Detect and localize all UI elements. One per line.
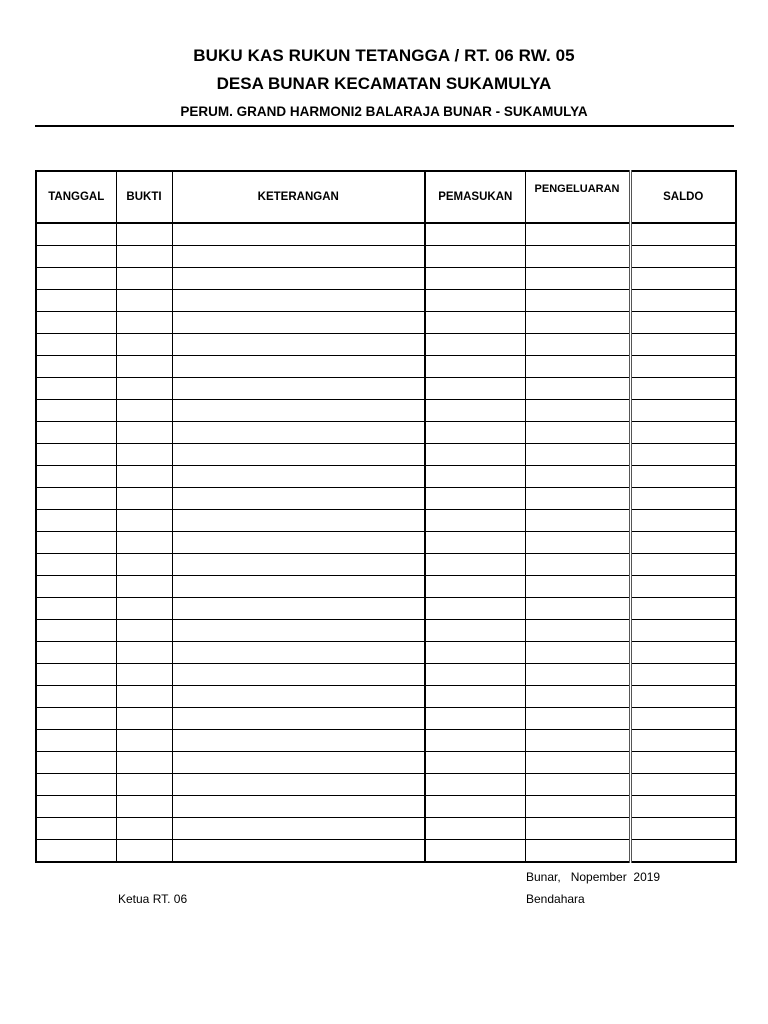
table-row — [36, 708, 736, 730]
cell-pengeluaran — [525, 378, 630, 400]
cell-keterangan — [172, 510, 425, 532]
cell-tanggal — [36, 730, 116, 752]
cell-tanggal — [36, 818, 116, 840]
cell-saldo — [630, 400, 736, 422]
cell-pemasukan — [425, 598, 525, 620]
cell-tanggal — [36, 466, 116, 488]
cell-keterangan — [172, 730, 425, 752]
table-row — [36, 223, 736, 246]
cash-ledger-table — [35, 170, 737, 863]
cell-pengeluaran — [525, 444, 630, 466]
cell-pengeluaran — [525, 796, 630, 818]
cell-keterangan — [172, 312, 425, 334]
cell-tanggal — [36, 290, 116, 312]
cell-tanggal — [36, 334, 116, 356]
cell-tanggal — [36, 642, 116, 664]
cell-tanggal — [36, 774, 116, 796]
cell-pengeluaran — [525, 268, 630, 290]
ledger-body — [36, 223, 736, 862]
column-header-keterangan: KETERANGAN — [172, 171, 425, 223]
cell-tanggal — [36, 378, 116, 400]
cell-bukti — [116, 246, 172, 268]
column-header-pemasukan: PEMASUKAN — [425, 171, 525, 223]
cell-bukti — [116, 290, 172, 312]
cell-bukti — [116, 664, 172, 686]
table-row — [36, 642, 736, 664]
cell-pengeluaran — [525, 312, 630, 334]
cell-bukti — [116, 620, 172, 642]
cell-pengeluaran — [525, 664, 630, 686]
cell-pengeluaran — [525, 334, 630, 356]
cell-pemasukan — [425, 554, 525, 576]
cell-tanggal — [36, 312, 116, 334]
cell-bukti — [116, 576, 172, 598]
document-subtitle: DESA BUNAR KECAMATAN SUKAMULYA — [216, 74, 552, 93]
document-title: BUKU KAS RUKUN TETANGGA / RT. 06 RW. 05 — [193, 46, 575, 65]
cell-bukti — [116, 598, 172, 620]
cell-saldo — [630, 356, 736, 378]
cell-pengeluaran — [525, 818, 630, 840]
cell-pengeluaran — [525, 400, 630, 422]
table-row — [36, 510, 736, 532]
table-row — [36, 840, 736, 863]
cell-keterangan — [172, 840, 425, 863]
cell-bukti — [116, 312, 172, 334]
treasurer-signature-label: Bendahara — [526, 892, 585, 906]
cell-pemasukan — [425, 730, 525, 752]
document-address: PERUM. GRAND HARMONI2 BALARAJA BUNAR - SUKAMULYA — [180, 104, 588, 119]
cell-keterangan — [172, 642, 425, 664]
chair-signature-label: Ketua RT. 06 — [118, 892, 188, 906]
cell-pengeluaran — [525, 290, 630, 312]
place-date: Bunar, Nopember 2019 — [526, 870, 661, 884]
cell-saldo — [630, 730, 736, 752]
cell-saldo — [630, 620, 736, 642]
cell-saldo — [630, 268, 736, 290]
cell-saldo — [630, 246, 736, 268]
cell-saldo — [630, 840, 736, 863]
table-row — [36, 752, 736, 774]
table-row — [36, 378, 736, 400]
cell-bukti — [116, 268, 172, 290]
cell-keterangan — [172, 444, 425, 466]
cell-pemasukan — [425, 510, 525, 532]
cell-saldo — [630, 576, 736, 598]
cell-bukti — [116, 708, 172, 730]
cell-saldo — [630, 598, 736, 620]
cell-saldo — [630, 223, 736, 246]
cell-pemasukan — [425, 356, 525, 378]
cell-pemasukan — [425, 664, 525, 686]
cell-tanggal — [36, 444, 116, 466]
cell-bukti — [116, 356, 172, 378]
cell-bukti — [116, 840, 172, 863]
cell-bukti — [116, 796, 172, 818]
cell-saldo — [630, 488, 736, 510]
cell-tanggal — [36, 752, 116, 774]
cell-keterangan — [172, 290, 425, 312]
table-row — [36, 290, 736, 312]
cell-pemasukan — [425, 488, 525, 510]
cell-pengeluaran — [525, 466, 630, 488]
cell-tanggal — [36, 532, 116, 554]
cell-saldo — [630, 554, 736, 576]
cell-pemasukan — [425, 312, 525, 334]
column-header-bukti: BUKTI — [116, 171, 172, 223]
cell-tanggal — [36, 620, 116, 642]
cell-pengeluaran — [525, 422, 630, 444]
cell-bukti — [116, 554, 172, 576]
header-divider — [35, 125, 734, 127]
table-row — [36, 444, 736, 466]
cell-saldo — [630, 686, 736, 708]
cell-pemasukan — [425, 334, 525, 356]
cell-bukti — [116, 730, 172, 752]
cell-pemasukan — [425, 223, 525, 246]
cell-saldo — [630, 510, 736, 532]
cell-pengeluaran — [525, 686, 630, 708]
table-row — [36, 818, 736, 840]
cell-pengeluaran — [525, 246, 630, 268]
cell-pengeluaran — [525, 554, 630, 576]
cell-pengeluaran — [525, 532, 630, 554]
cell-saldo — [630, 378, 736, 400]
cell-bukti — [116, 400, 172, 422]
cell-pemasukan — [425, 642, 525, 664]
cell-tanggal — [36, 686, 116, 708]
cell-saldo — [630, 642, 736, 664]
cell-tanggal — [36, 246, 116, 268]
cell-keterangan — [172, 466, 425, 488]
cell-saldo — [630, 752, 736, 774]
cell-saldo — [630, 532, 736, 554]
cell-tanggal — [36, 708, 116, 730]
cell-saldo — [630, 664, 736, 686]
cell-pemasukan — [425, 620, 525, 642]
table-row — [36, 268, 736, 290]
table-header-row — [36, 171, 736, 223]
cell-pengeluaran — [525, 510, 630, 532]
table-row — [36, 422, 736, 444]
cell-pemasukan — [425, 466, 525, 488]
column-header-saldo: SALDO — [630, 171, 736, 223]
cell-tanggal — [36, 510, 116, 532]
cell-keterangan — [172, 356, 425, 378]
cell-saldo — [630, 466, 736, 488]
cell-pemasukan — [425, 246, 525, 268]
cell-bukti — [116, 466, 172, 488]
cell-saldo — [630, 818, 736, 840]
table-row — [36, 488, 736, 510]
cell-bukti — [116, 752, 172, 774]
cell-keterangan — [172, 818, 425, 840]
table-row — [36, 576, 736, 598]
cell-keterangan — [172, 488, 425, 510]
cell-pemasukan — [425, 444, 525, 466]
cell-saldo — [630, 774, 736, 796]
cell-bukti — [116, 774, 172, 796]
cell-pengeluaran — [525, 598, 630, 620]
table-row — [36, 312, 736, 334]
cell-pemasukan — [425, 532, 525, 554]
cell-pengeluaran — [525, 730, 630, 752]
cell-tanggal — [36, 422, 116, 444]
cell-pengeluaran — [525, 840, 630, 863]
cell-pengeluaran — [525, 356, 630, 378]
cell-keterangan — [172, 532, 425, 554]
cell-keterangan — [172, 774, 425, 796]
cell-bukti — [116, 488, 172, 510]
cell-keterangan — [172, 796, 425, 818]
cell-pemasukan — [425, 774, 525, 796]
table-row — [36, 532, 736, 554]
table-row — [36, 246, 736, 268]
cell-keterangan — [172, 620, 425, 642]
cell-tanggal — [36, 664, 116, 686]
cell-bukti — [116, 686, 172, 708]
table-row — [36, 686, 736, 708]
cell-tanggal — [36, 796, 116, 818]
cell-pengeluaran — [525, 752, 630, 774]
cell-keterangan — [172, 576, 425, 598]
cell-keterangan — [172, 223, 425, 246]
table-row — [36, 466, 736, 488]
cell-keterangan — [172, 664, 425, 686]
cell-keterangan — [172, 268, 425, 290]
column-header-pengeluaran: PENGELUARAN — [525, 171, 630, 223]
cell-pemasukan — [425, 422, 525, 444]
cell-tanggal — [36, 488, 116, 510]
cell-tanggal — [36, 576, 116, 598]
cell-saldo — [630, 422, 736, 444]
cell-pemasukan — [425, 378, 525, 400]
cell-pengeluaran — [525, 620, 630, 642]
table-row — [36, 774, 736, 796]
cell-pemasukan — [425, 290, 525, 312]
cell-saldo — [630, 312, 736, 334]
cell-pemasukan — [425, 840, 525, 863]
cell-keterangan — [172, 378, 425, 400]
cell-keterangan — [172, 752, 425, 774]
cell-tanggal — [36, 400, 116, 422]
cell-pengeluaran — [525, 642, 630, 664]
cell-keterangan — [172, 400, 425, 422]
cell-keterangan — [172, 708, 425, 730]
cell-saldo — [630, 444, 736, 466]
table-row — [36, 730, 736, 752]
cell-saldo — [630, 290, 736, 312]
table-row — [36, 554, 736, 576]
cell-bukti — [116, 223, 172, 246]
cell-pengeluaran — [525, 708, 630, 730]
table-row — [36, 598, 736, 620]
cell-keterangan — [172, 334, 425, 356]
table-row — [36, 400, 736, 422]
cell-tanggal — [36, 268, 116, 290]
cell-bukti — [116, 510, 172, 532]
cell-bukti — [116, 818, 172, 840]
table-row — [36, 796, 736, 818]
cell-pengeluaran — [525, 576, 630, 598]
cell-bukti — [116, 422, 172, 444]
cell-keterangan — [172, 246, 425, 268]
cell-tanggal — [36, 223, 116, 246]
cell-bukti — [116, 378, 172, 400]
table-row — [36, 356, 736, 378]
table-row — [36, 620, 736, 642]
cell-pengeluaran — [525, 774, 630, 796]
cell-pengeluaran — [525, 488, 630, 510]
column-header-tanggal: TANGGAL — [36, 171, 116, 223]
cell-pemasukan — [425, 818, 525, 840]
cell-pemasukan — [425, 400, 525, 422]
cell-tanggal — [36, 840, 116, 863]
cell-saldo — [630, 708, 736, 730]
cell-bukti — [116, 334, 172, 356]
cell-keterangan — [172, 686, 425, 708]
cell-bukti — [116, 444, 172, 466]
table-row — [36, 664, 736, 686]
cell-tanggal — [36, 356, 116, 378]
cell-keterangan — [172, 422, 425, 444]
cell-saldo — [630, 796, 736, 818]
cell-bukti — [116, 642, 172, 664]
cell-pemasukan — [425, 686, 525, 708]
cell-saldo — [630, 334, 736, 356]
cell-bukti — [116, 532, 172, 554]
cell-pemasukan — [425, 268, 525, 290]
cell-pemasukan — [425, 576, 525, 598]
cell-tanggal — [36, 598, 116, 620]
cell-pengeluaran — [525, 223, 630, 246]
cell-pemasukan — [425, 708, 525, 730]
cell-pemasukan — [425, 752, 525, 774]
cell-keterangan — [172, 598, 425, 620]
cell-tanggal — [36, 554, 116, 576]
cell-pemasukan — [425, 796, 525, 818]
cell-keterangan — [172, 554, 425, 576]
table-row — [36, 334, 736, 356]
